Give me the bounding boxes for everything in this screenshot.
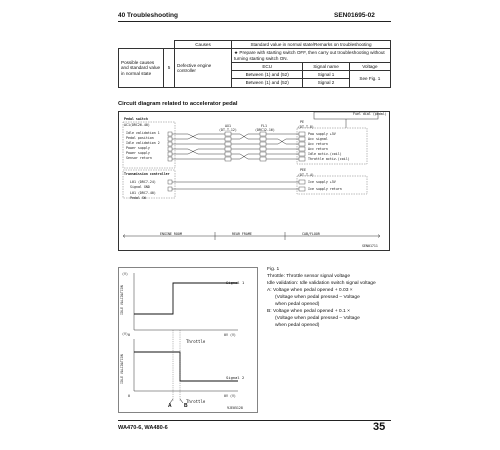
x-label-bottom: Throttle (186, 399, 206, 404)
marker-a: A (168, 403, 172, 409)
graph-code: 9JE05128 (227, 406, 243, 410)
fl1-title: FL1 (261, 124, 267, 128)
circuit-title: Circuit diagram related to accelerator pedal (118, 101, 238, 107)
fig-b-3: when pedal opened) (275, 323, 320, 328)
col-ecu: ECU (232, 62, 303, 70)
header-rule (118, 21, 391, 22)
left-line-6: Sensor return (126, 156, 152, 160)
transmission-title: Transmission controller (124, 172, 170, 176)
lower-line-4: Pedal SW (130, 196, 146, 200)
pins-row-1: Between (1) and (52) (232, 71, 303, 79)
fig-title: Fig. 1 (267, 267, 280, 272)
left-line-1: Idle validation 1 (126, 131, 160, 135)
y-unit-top: (V) (122, 272, 128, 276)
right-line-4: Acc return (308, 147, 328, 151)
lower-line-2: Signal GND (130, 185, 150, 189)
area-rear-frame: REAR FRAME (232, 232, 252, 236)
left-line-5: Power supply (126, 151, 150, 155)
ecu-title: PE (300, 120, 304, 124)
lower-line-3: L01 (DRC7-40) (130, 191, 156, 195)
header-left: 40 Troubleshooting (118, 12, 178, 19)
ax1-sub: (DT-T-12) (219, 128, 237, 132)
pedal-switch-sub: AC1(DRC26-40) (124, 123, 150, 127)
right-line-5: Idle activ.(coil) (308, 152, 342, 156)
cause-number: 5 (164, 49, 175, 87)
left-line-4: Power supply (126, 146, 150, 150)
page-number: 35 (373, 421, 386, 433)
cause-text: Defective engine controller (175, 49, 232, 87)
signal-2-curve (134, 352, 238, 381)
lower-ecu-sub: (DT-T-4) (298, 173, 314, 177)
pins-row-2: Between (1) and (52) (232, 79, 303, 87)
fig-b-2: (Voltage when pedal pressed – Voltage (275, 316, 360, 321)
area-engine-room: ENGINE ROOM (160, 232, 182, 236)
right-line-2: Acc signal (308, 137, 328, 141)
y-label-top: IDLE VALIDATION (120, 285, 124, 315)
marker-b: B (184, 403, 188, 409)
signal-1-curve (134, 283, 238, 314)
right-line-3: Acc return (308, 142, 328, 146)
x-unit-bottom: 0V (V) (224, 394, 236, 398)
pedal-switch-block (123, 122, 175, 168)
area-cab-floor: CAB/FLOOR (302, 232, 320, 236)
fig-a-3: when pedal opened) (275, 302, 320, 307)
signal-row-2: Signal 2 (303, 79, 349, 87)
col-causes: Causes (175, 41, 232, 49)
col-signal: Signal name (303, 62, 349, 70)
x-unit-top: 0V (V) (224, 333, 236, 337)
origin-bottom: 0 (128, 394, 130, 398)
left-line-2: Pedal position (126, 136, 154, 140)
y-unit-bottom: (V) (122, 332, 128, 336)
fig-a-1: A: Voltage when pedal opened + 0.03 × (267, 288, 353, 293)
fig-line-1: Throttle: Throttle sensor signal voltage (267, 274, 351, 279)
right-line-6: Throttle activ.(coil) (308, 157, 350, 161)
y-label-bottom: IDLE VALIDATION (120, 354, 124, 384)
col-voltage: Voltage (349, 62, 390, 70)
circuit-code: SEN01711 (362, 244, 378, 248)
voltage-ref: See Fig. 1 (349, 71, 390, 88)
header-right: SEN01695-02 (334, 12, 375, 19)
lower-ecu-title: PEE (300, 168, 306, 172)
ecu-sub: (DT-T-8) (298, 125, 314, 129)
right-line-1: Pow supply +5V (308, 132, 336, 136)
fl1-sub: (DRC12-16) (255, 128, 275, 132)
pedal-switch-title: Pedal switch (124, 117, 148, 121)
troubleshooting-table (118, 40, 391, 88)
footer-model: WA470-6, WA480-6 (118, 425, 168, 431)
left-line-3: Idle validation 2 (126, 141, 160, 145)
signal-row-1: Signal 1 (303, 71, 349, 79)
note-text: ★ Prepare with starting switch OFF, then carry out troubleshooting without turning starting switch ON. (232, 49, 391, 63)
x-label-top: Throttle (186, 339, 206, 344)
fig-b-1: B: Voltage when pedal opened + 0.1 × (267, 309, 350, 314)
signal-1-label: Signal 1 (226, 280, 245, 285)
origin-top: 0 (128, 333, 130, 337)
col-standard: Standard value in normal state/Remarks on troubleshooting (232, 41, 391, 49)
lower-right-line-1: Ice supply +5V (308, 180, 336, 184)
lower-right-line-2: Ice supply return (308, 187, 342, 191)
fig-a-2: (Voltage when pedal pressed – Voltage (275, 295, 360, 300)
ax1-title: AX1 (225, 124, 231, 128)
fig-line-2: Idle validation: Idle validation switch signal voltage (267, 281, 376, 286)
fuel-dial-label: Fuel dial (pedal) (353, 112, 387, 116)
footer-rule (118, 420, 391, 421)
lower-line-1: L01 (DRC7-24) (130, 180, 156, 184)
row-label: Possible causes and standard value in normal state (119, 49, 164, 87)
signal-2-label: Signal 2 (226, 375, 245, 380)
